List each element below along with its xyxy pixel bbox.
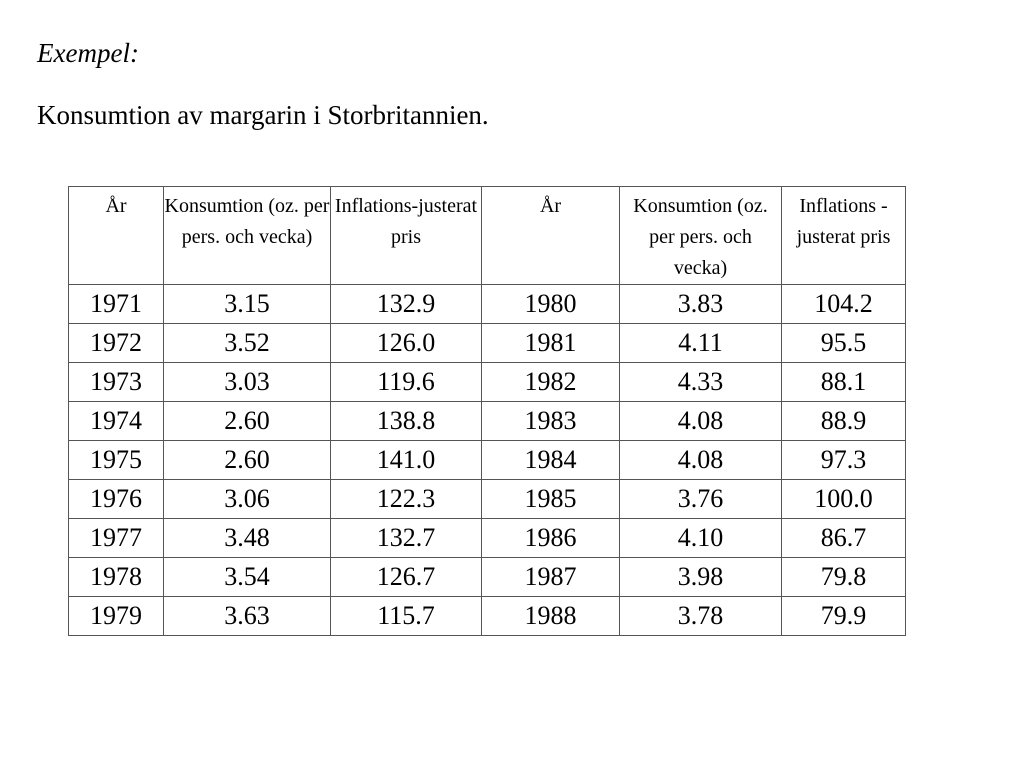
cell-consumption-2: 3.83 <box>620 285 782 324</box>
cell-consumption-2: 3.76 <box>620 480 782 519</box>
header-year-1: År <box>69 187 164 285</box>
cell-price-2: 88.9 <box>782 402 906 441</box>
header-price-1: Inflations-justerat pris <box>331 187 482 285</box>
cell-year-2: 1988 <box>482 597 620 636</box>
cell-price-1: 132.7 <box>331 519 482 558</box>
example-label: Exempel: <box>37 38 139 68</box>
cell-price-1: 115.7 <box>331 597 482 636</box>
cell-price-1: 119.6 <box>331 363 482 402</box>
cell-price-1: 141.0 <box>331 441 482 480</box>
cell-year-1: 1972 <box>69 324 164 363</box>
header-year-2: År <box>482 187 620 285</box>
cell-consumption-1: 2.60 <box>164 402 331 441</box>
table-row <box>69 597 906 636</box>
header-consumption-1: Konsumtion (oz. per pers. och vecka) <box>164 187 331 285</box>
cell-year-2: 1981 <box>482 324 620 363</box>
cell-year-1: 1975 <box>69 441 164 480</box>
cell-consumption-2: 4.10 <box>620 519 782 558</box>
cell-year-2: 1987 <box>482 558 620 597</box>
cell-consumption-1: 3.52 <box>164 324 331 363</box>
table-row <box>69 558 906 597</box>
cell-price-2: 79.8 <box>782 558 906 597</box>
cell-consumption-1: 3.06 <box>164 480 331 519</box>
cell-price-2: 104.2 <box>782 285 906 324</box>
table-header-row <box>69 187 906 285</box>
cell-consumption-2: 4.08 <box>620 441 782 480</box>
cell-price-2: 86.7 <box>782 519 906 558</box>
cell-year-2: 1985 <box>482 480 620 519</box>
cell-price-1: 126.7 <box>331 558 482 597</box>
table-row <box>69 402 906 441</box>
cell-consumption-2: 4.33 <box>620 363 782 402</box>
cell-consumption-2: 4.08 <box>620 402 782 441</box>
cell-consumption-2: 3.78 <box>620 597 782 636</box>
cell-year-2: 1980 <box>482 285 620 324</box>
cell-price-1: 126.0 <box>331 324 482 363</box>
table-row <box>69 441 906 480</box>
cell-consumption-2: 4.11 <box>620 324 782 363</box>
cell-price-1: 122.3 <box>331 480 482 519</box>
cell-price-1: 138.8 <box>331 402 482 441</box>
table-row <box>69 285 906 324</box>
cell-price-2: 97.3 <box>782 441 906 480</box>
cell-year-1: 1971 <box>69 285 164 324</box>
cell-consumption-1: 3.54 <box>164 558 331 597</box>
cell-consumption-1: 3.63 <box>164 597 331 636</box>
cell-consumption-2: 3.98 <box>620 558 782 597</box>
cell-year-2: 1983 <box>482 402 620 441</box>
header-consumption-2: Konsumtion (oz. per pers. och vecka) <box>620 187 782 285</box>
cell-year-1: 1978 <box>69 558 164 597</box>
cell-consumption-1: 3.48 <box>164 519 331 558</box>
cell-year-1: 1977 <box>69 519 164 558</box>
cell-year-1: 1976 <box>69 480 164 519</box>
margarine-consumption-table <box>68 186 906 636</box>
cell-consumption-1: 2.60 <box>164 441 331 480</box>
table-row <box>69 519 906 558</box>
cell-price-1: 132.9 <box>331 285 482 324</box>
cell-price-2: 100.0 <box>782 480 906 519</box>
cell-price-2: 95.5 <box>782 324 906 363</box>
table-row <box>69 363 906 402</box>
cell-consumption-1: 3.03 <box>164 363 331 402</box>
cell-price-2: 88.1 <box>782 363 906 402</box>
header-price-2: Inflations -justerat pris <box>782 187 906 285</box>
cell-consumption-1: 3.15 <box>164 285 331 324</box>
cell-price-2: 79.9 <box>782 597 906 636</box>
table-body <box>69 285 906 636</box>
table-row <box>69 480 906 519</box>
cell-year-2: 1986 <box>482 519 620 558</box>
cell-year-2: 1984 <box>482 441 620 480</box>
cell-year-2: 1982 <box>482 363 620 402</box>
page-title: Konsumtion av margarin i Storbritannien. <box>37 100 489 130</box>
cell-year-1: 1974 <box>69 402 164 441</box>
cell-year-1: 1979 <box>69 597 164 636</box>
table-row <box>69 324 906 363</box>
cell-year-1: 1973 <box>69 363 164 402</box>
